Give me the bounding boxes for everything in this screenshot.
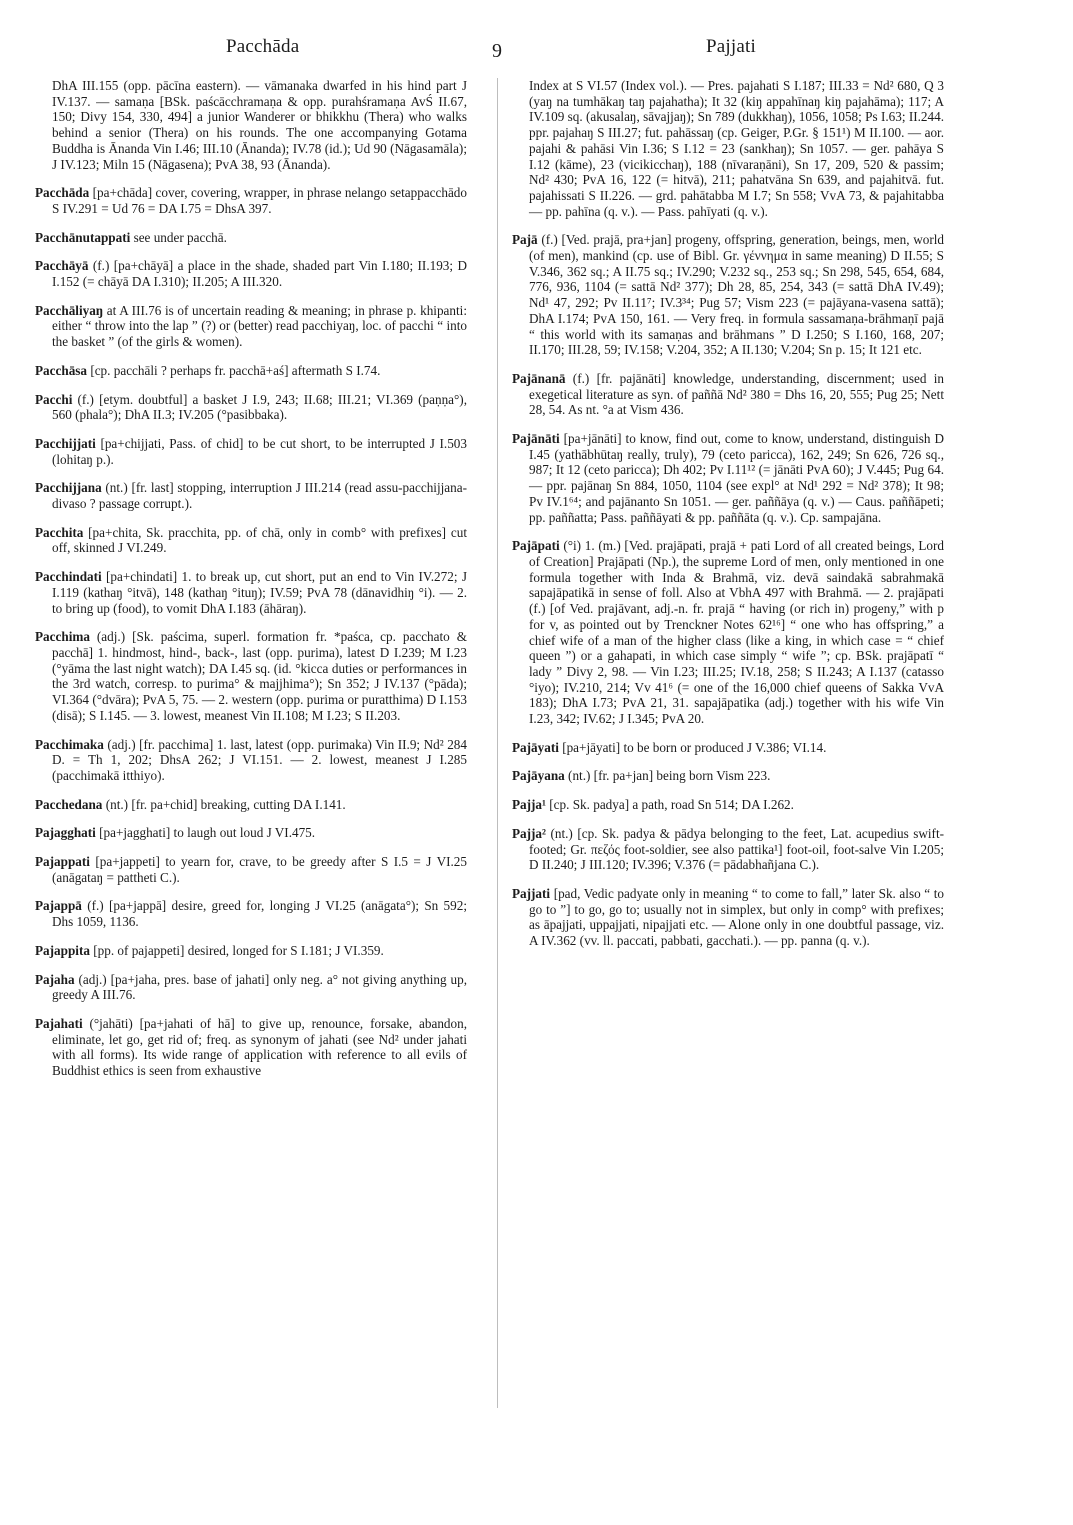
entry-definition: (f.) [pa+jappā] desire, greed for, longing J VI.25 (anāgata°); Sn 592; Dhs 1059, 1136.	[52, 898, 467, 930]
entry-continuation	[35, 78, 467, 172]
dictionary-entry	[35, 185, 467, 216]
dictionary-entry	[35, 943, 467, 959]
entry-definition: [cp. Sk. padya] a path, road Sn 514; DA I.262.	[545, 797, 794, 813]
entry-headword: Pajānāti	[512, 431, 560, 447]
entry-headword: Pacchima	[35, 629, 90, 645]
entry-headword: Pacchijjati	[35, 435, 96, 451]
entry-definition: (nt.) [fr. last] stopping, interruption J III.214 (read assu-pacchijjana-divaso ? passage corrupt.).	[52, 480, 467, 512]
entry-definition: [pad, Vedic padyate only in meaning “ to come to fall,” later Sk. also “ to go to ”] to go, go to; usually not in simplex, but only in comp° with prefixes; as āpajjati, uppajjati, nipajjati etc. — Alone only in one doubtful passage, viz. A IV.362 (vv. ll. paccati, pabbati, gacchati.). — pp. panna (q. v.).	[529, 885, 944, 949]
page-number: 9	[492, 40, 503, 62]
entry-definition: [cp. pacchāli ? perhaps fr. pacchā+aś] aftermath S I.74.	[87, 362, 381, 378]
dictionary-entry	[35, 629, 467, 723]
entry-headword: Pacchāsa	[35, 362, 88, 378]
entry-definition: [pa+jāyati] to be born or produced J V.386; VI.14.	[558, 739, 827, 755]
dictionary-entry	[512, 768, 944, 784]
entry-headword: Pacchimaka	[35, 736, 104, 752]
entry-definition: (f.) [fr. pajānāti] knowledge, understanding, discernment; used in exegetical literature as syn. of paññā Nd² 380 = Dhs 16, 20, 555; Pug 25; Nett 28, 54. As nt. °a at Vism 436.	[529, 370, 944, 418]
entry-definition: [pa+chindati] 1. to break up, cut short, put an end to Vin IV.272; J I.119 (kathaŋ °itvā), 148 (kathaŋ °ituŋ); IV.59; PvA 78 (dānavidhiŋ °i). — 2. to bring up (food), to vomit DhA I.183 (āhāraŋ).	[52, 569, 467, 616]
entry-headword: Pacchi	[35, 391, 73, 407]
entry-definition: [pa+jappeti] to yearn for, crave, to be greedy after S I.5 = J VI.25 (anāgataŋ = pattheti C.).	[52, 854, 467, 885]
dictionary-entry	[35, 737, 467, 784]
entry-headword: Pajānanā	[512, 370, 566, 386]
entry-definition: [pa+jagghati] to laugh out loud J VI.475.	[95, 825, 316, 841]
entry-headword: Pajappita	[35, 942, 90, 958]
entry-headword: Pajagghati	[35, 825, 96, 841]
entry-definition: (adj.) [fr. pacchima] 1. last, latest (opp. purimaka) Vin II.9; Nd² 284 D. = Th 1, 202; DhsA 262; J VI.151. — 2. lowest, meanest J I.285 (pacchimakā itthiyo).	[52, 736, 467, 783]
entry-definition: [pa+chita, Sk. pracchita, pp. of chā, only in comb° with prefixes] cut off, skinned J VI.249.	[52, 524, 467, 556]
entry-definition: (nt.) [fr. pa+jan] being born Vism 223.	[564, 768, 771, 784]
entry-definition: (f.) [pa+chāyā] a place in the shade, shaded part Vin I.180; II.193; D I.152 (= chāyā DA I.310); II.205; A III.320.	[52, 258, 467, 290]
dictionary-entry	[35, 230, 467, 246]
entry-definition: Index at S VI.57 (Index vol.). — Pres. pajahati S I.187; III.33 = Nd² 680, Q 3 (yaŋ na tumhākaŋ taŋ pajahatha); It 32 (kiŋ appahīnaŋ kiŋ pajahāma); 117; A IV.109 sq. (akusalaŋ, sāvajjaŋ); Sn 789 (dukkhaŋ), 1056, 1058; Ps I.63; II.244. ppr. pajahaŋ S III.27; fut. pahāssaŋ (cp. Geiger, P.Gr. § 151¹) M II.100. — aor. pajahi & pahāsi Vin I.36; S I.12 = 23 (sankhaŋ); Sn 1057. — ger. pahāya S I.12 (kāme), 23 (vicikicchaŋ), 188 (nīvaraṇāni), Sn 17, 209, 520 & passim; Nd² 430; PvA 16, 122 (= hitvā), 211; pahatvāna Sn 639, and pajahitvā. fut. pajahissati S II.226. — grd. pahātabba M I.7; Sn 558; VvA 73, & pajahitabba — pp. pahīna (q. v.). — Pass. pahīyati (q. v.).	[529, 78, 944, 219]
entry-definition: [pa+chijjati, Pass. of chid] to be cut short, to be interrupted J I.503 (lohitaŋ p.).	[52, 435, 467, 467]
entry-headword: Pajāyana	[512, 768, 565, 784]
column-divider	[497, 78, 498, 1408]
entry-definition: (nt.) [fr. pa+chid] breaking, cutting DA I.141.	[102, 796, 346, 812]
dictionary-entry	[35, 1016, 467, 1079]
entry-headword: Pajā	[512, 232, 538, 248]
running-head-left: Pacchāda	[226, 36, 300, 57]
entry-definition: (nt.) [cp. Sk. padya & pādya belonging to the feet, Lat. acupedius swift-footed; Gr. πεζός foot-soldier, see also pattika¹] foot-oil, foot-salve Vin I.205; D II.240; J III.120; IV.396; V.376 (= pādabhañjana C.).	[529, 825, 944, 873]
entry-definition: [pp. of pajappeti] desired, longed for S I.181; J VI.359.	[89, 942, 384, 958]
entry-definition: [pa+jānāti] to know, find out, come to know, understand, distinguish D I.45 (yathābhūtaŋ really, truly), 79 (ceto paricca), 162, 249; Sn 626, 726 sq., 987; It 12 (ceto paricca); Dh 402; Pv I.11¹² (= jānāti PvA 60); J V.445; Pug 64. — ppr. pajānaŋ Sn 884, 1050, 1104 (see expl° at Nd¹ 292 = Nd² 378); It 98; Pv IV.1⁶⁴; and pajānanto Sn 1051. — ger. paññāya (q. v.) — Caus. paññāpeti; pp. paññatta; Pass. paññāyati & pp. paññāta (q. v.). Cp. sampajāna.	[529, 431, 944, 525]
entry-headword: Pacchindati	[35, 569, 102, 585]
dictionary-entry	[35, 525, 467, 556]
entry-headword: Pacchāyā	[35, 258, 89, 274]
dictionary-entry	[35, 258, 467, 289]
dictionary-entry	[35, 972, 467, 1003]
entry-definition: (°jahāti) [pa+jahati of hā] to give up, renounce, forsake, abandon, eliminate, let go, get rid of; freq. as synonym of jahati (see Nd² under jahati with all forms). Its wide range of application with reference to all evils of Buddhist ethics is seen from exhaustive	[52, 1015, 467, 1079]
entry-headword: Pajja²	[512, 825, 546, 841]
dictionary-entry	[512, 538, 944, 726]
entry-definition: (f.) [etym. doubtful] a basket J I.9, 243; II.68; III.21; VI.369 (paṇṇa°), 560 (phala°); DhA II.3; IV.205 (°pasibbaka).	[52, 391, 467, 423]
dictionary-entry	[512, 232, 944, 358]
entry-definition: (f.) [Ved. prajā, pra+jan] progeny, offspring, generation, beings, men, world (of men), mankind (cp. use of Bibl. Gr. γέννημα in same meaning) D II.55; S V.346, 362 sq.; A II.75 sq.; IV.290; V.232 sq., 253 sq.; Sn 298, 545, 654, 684, 776, 936, 1104 (= sattā Nd² 377); Dh 28, 85, 254, 343 (= sattā DhA IV.49); Nd¹ 47, 292; Pv II.11⁷; IV.3³⁴; Pug 57; Vism 223 (= pajāyana-vasena sattā); DhA I.174; PvA 150, 161. — Very freq. in formula sassamaṇa-brāhmaṇī pajā “ this world with its samaṇas and brāhmans ” D I.250; S I.160, 168, 207; II.170; III.28, 59; IV.158; V.204, 352; A II.130; V.204; Sn p. 15; It 121 etc.	[529, 232, 944, 358]
dictionary-entry	[512, 797, 944, 813]
entry-headword: Pajaha	[35, 971, 75, 987]
dictionary-entry	[35, 436, 467, 467]
entry-headword: Pajāyati	[512, 739, 559, 755]
entry-definition: (°i) 1. (m.) [Ved. prajāpati, prajā + pati Lord of all created beings, Lord of Creation] Prajāpati (Np.), the supreme Lord of men, only mentioned in one formula together with Inda & Brahmā, viz. devā saindakā sabrahmakā sapajāpatikā in sense of foll. Also at VbhA 497 with Brahmā. — 2. prajāpati (f.) [of Ved. prajāvant, adj.-n. fr. prajā “ having (or rich in) progeny,” with p for v, as pointed out by Trenckner Notes 62¹⁶] “ one who has offspring,” a chief wife of a man of the higher class (like a king, in which case = “ chief queen ”) or a gahapati, in which case simply “ wife ”; cp. BSk. prajāpatī “ lady ” Divy 2, 98. — Vin I.23; III.25; IV.18, 258; S II.243; A I.137 (catasso °iyo); IV.210, 214; Vv 41⁶ (= one of the 16,000 chief queens of Sakka VvA 183); DhA I.73; PvA 21, 31. sapajāpatika (adj.) together with his wife Vin I.23, 342; IV.62; J I.345; PvA 20.	[529, 538, 944, 727]
entry-definition: (adj.) [pa+jaha, pres. base of jahati] only neg. a° not giving anything up, greedy A III.76.	[52, 971, 467, 1003]
running-head-right: Pajjati	[706, 36, 756, 57]
dictionary-entry	[35, 898, 467, 929]
left-column	[35, 78, 467, 1092]
entry-headword: Pajappā	[35, 898, 82, 914]
entry-headword: Pacchedana	[35, 796, 103, 812]
entry-definition: DhA III.155 (opp. pācīna eastern). — vāmanaka dwarfed in his hind part J IV.137. — samaṇa [BSk. paścācchramaṇa & opp. purahśramaṇa AvŚ II.67, 150; Divy 154, 330, 494] a junior Wanderer or bhikkhu (Thera) who walks behind a senior (Thera) on his rounds. The one accompanying Gotama Buddha is Ānanda Vin I.46; III.10 (Ānanda); IV.78 (id.); Ud 90 (Nāgasamāla); J IV.123; Miln 15 (Nāgasena); PvA 38, 93 (Ānanda).	[52, 78, 467, 172]
dictionary-entry	[35, 797, 467, 813]
entry-continuation	[512, 78, 944, 219]
right-column	[512, 78, 944, 962]
dictionary-entry	[35, 480, 467, 511]
entry-headword: Pacchita	[35, 524, 84, 540]
dictionary-entry	[35, 825, 467, 841]
dictionary-entry	[35, 363, 467, 379]
entry-headword: Pacchānutappati	[35, 229, 131, 245]
dictionary-entry	[512, 371, 944, 418]
entry-definition: (adj.) [Sk. paścima, superl. formation fr. *paśca, cp. pacchato & pacchā] 1. hindmost, hind-, back-, last (opp. purima), latest D I.239; M I.23 (°yāma the last night watch); DA I.45 sq. (id. °kicca duties or performances in the 3rd watch, corresp. to purima° & majjhima°); Sn 352; J IV.137 (°pāda); VI.364 (°dvāra); PvA 5, 75. — 2. western (opp. purima or puratthima) D I.153 (disā); S I.145. — 3. lowest, meanest Vin II.108; M I.23; S II.203.	[52, 629, 467, 723]
dictionary-entry	[512, 740, 944, 756]
entry-headword: Pajahati	[35, 1015, 83, 1031]
dictionary-entry	[35, 303, 467, 350]
entry-definition: see under pacchā.	[130, 229, 227, 245]
dictionary-entry	[512, 431, 944, 525]
entry-headword: Pacchāda	[35, 185, 90, 201]
entry-headword: Pacchijjana	[35, 480, 102, 496]
dictionary-entry	[35, 854, 467, 885]
entry-headword: Pacchāliyaŋ	[35, 302, 104, 318]
entry-headword: Pajāpati	[512, 538, 560, 554]
dictionary-entry	[512, 886, 944, 949]
entry-headword: Pajja¹	[512, 797, 546, 813]
entry-definition: at A III.76 is of uncertain reading & meaning; in phrase p. khipanti: either “ throw into the lap ” (?) or (better) read pacchiyaŋ, loc. of pacchi “ into the basket ” (of the girls & women).	[52, 302, 467, 350]
entry-definition: [pa+chāda] cover, covering, wrapper, in phrase nelango setappacchādo S IV.291 = Ud 76 = DA I.75 = DhsA 397.	[52, 185, 467, 216]
entry-headword: Pajappati	[35, 854, 90, 870]
dictionary-entry	[35, 569, 467, 616]
dictionary-entry	[512, 826, 944, 873]
dictionary-entry	[35, 392, 467, 423]
entry-headword: Pajjati	[512, 885, 551, 901]
